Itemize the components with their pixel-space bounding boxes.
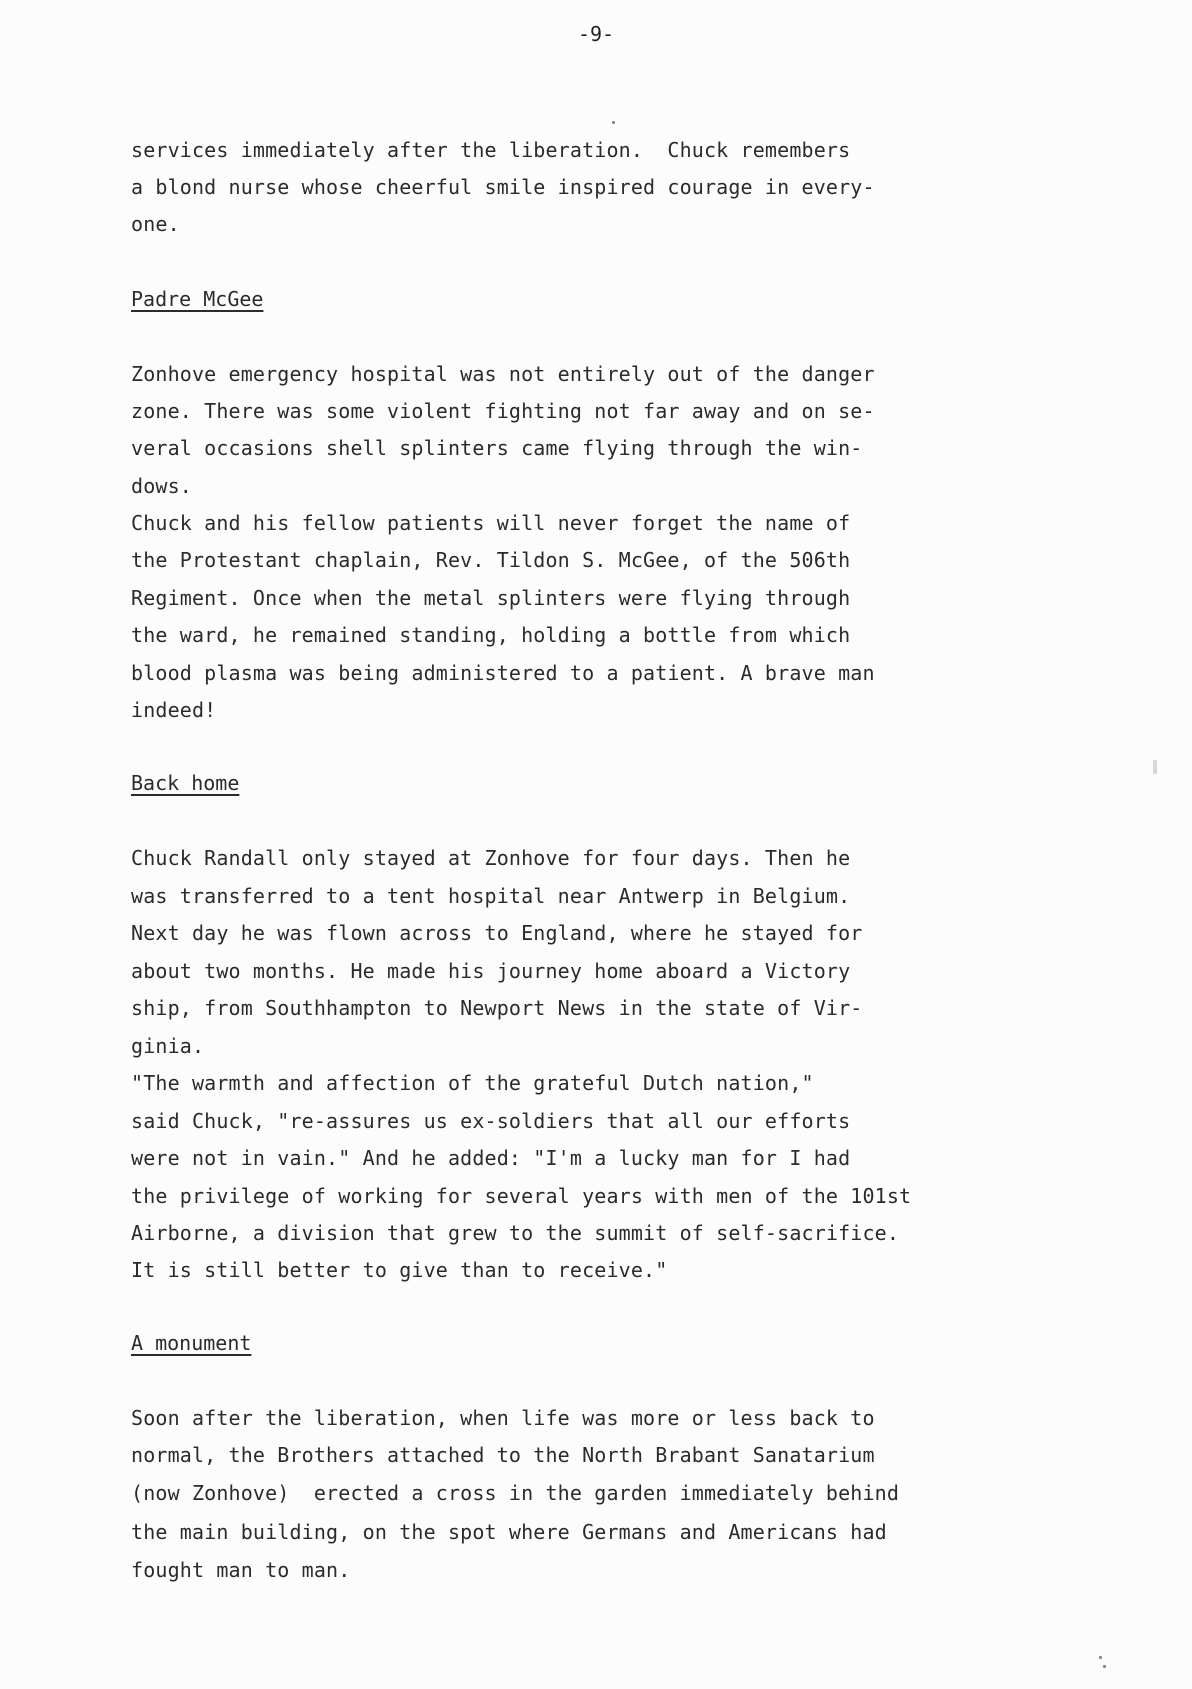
text-line: Chuck Randall only stayed at Zonhove for four days. Then he [131, 846, 851, 870]
text-line: one. [131, 212, 180, 236]
text-line: Airborne, a division that grew to the summit of self-sacrifice. [131, 1221, 900, 1245]
text-line: "The warmth and affection of the grateful Dutch nation," [131, 1071, 814, 1095]
text-line: veral occasions shell splinters came flying through the win- [131, 436, 863, 460]
text-line: was transferred to a tent hospital near Antwerp in Belgium. [131, 884, 851, 908]
section-heading-back-home: Back home [131, 771, 240, 795]
text-line: were not in vain." And he added: "I'm a lucky man for I had [131, 1146, 851, 1170]
text-line: indeed! [131, 698, 217, 722]
text-line: normal, the Brothers attached to the North Brabant Sanatarium [131, 1443, 875, 1467]
text-line: about two months. He made his journey home aboard a Victory [131, 959, 851, 983]
text-line: Regiment. Once when the metal splinters were flying through [131, 586, 851, 610]
text-line: services immediately after the liberation. Chuck remembers [131, 138, 851, 162]
text-line: said Chuck, "re-assures us ex-soldiers that all our efforts [131, 1109, 851, 1133]
text-line: fought man to man. [131, 1558, 351, 1582]
text-line: ginia. [131, 1034, 205, 1058]
text-line: Next day he was flown across to England, where he stayed for [131, 921, 863, 945]
text-line: dows. [131, 474, 192, 498]
scan-speck [1103, 1665, 1106, 1668]
section-heading-monument: A monument [131, 1331, 252, 1355]
text-line: Soon after the liberation, when life was more or less back to [131, 1406, 875, 1430]
text-line: the main building, on the spot where Germans and Americans had [131, 1520, 887, 1544]
text-line: (now Zonhove) erected a cross in the garden immediately behind [131, 1481, 900, 1505]
text-line: a blond nurse whose cheerful smile inspired courage in every- [131, 175, 875, 199]
text-line: blood plasma was being administered to a patient. A brave man [131, 661, 875, 685]
text-line: the ward, he remained standing, holding a bottle from which [131, 623, 851, 647]
scan-speck [1099, 1656, 1102, 1659]
section-heading-padre: Padre McGee [131, 287, 264, 311]
scan-speck [1153, 760, 1157, 774]
page-number: -9- [577, 22, 615, 46]
scan-speck [612, 121, 615, 124]
text-line: ship, from Southhampton to Newport News in the state of Vir- [131, 996, 863, 1020]
text-line: zone. There was some violent fighting not far away and on se- [131, 399, 875, 423]
text-line: the privilege of working for several years with men of the 101st [131, 1184, 912, 1208]
text-line: Chuck and his fellow patients will never forget the name of [131, 511, 851, 535]
text-line: the Protestant chaplain, Rev. Tildon S. McGee, of the 506th [131, 548, 851, 572]
text-line: It is still better to give than to receive." [131, 1258, 668, 1282]
text-line: Zonhove emergency hospital was not entirely out of the danger [131, 362, 875, 386]
